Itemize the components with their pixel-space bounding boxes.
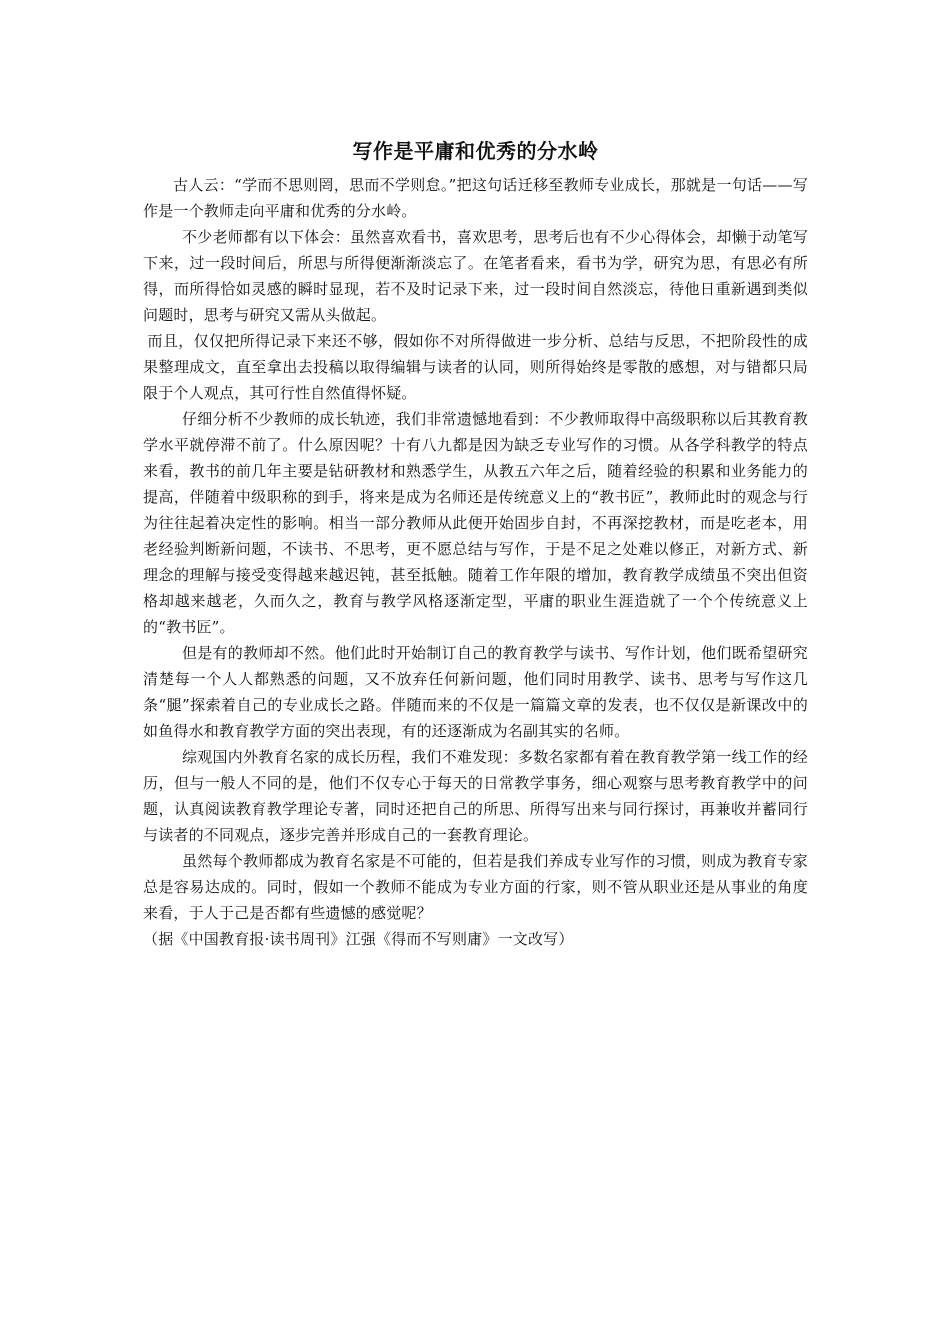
paragraph-contrast: 但是有的教师却不然。他们此时开始制订自己的教育教学与读书、写作计划，他们既希望研究清楚每一个人人都熟悉的问题，又不放弃任何新问题，他们同时用教学、读书、思考与写作这几条“腿”探索着自己的专业成长之路。伴随而来的不仅是一篇篇文章的发表，也不仅仅是新课改中的如鱼得水和教育教学方面的突出表现，有的还逐渐成为名副其实的名师。 <box>143 644 808 740</box>
paragraph-reflection: 而且，仅仅把所得记录下来还不够，假如你不对所得做进一步分析、总结与反思，不把阶段性的成果整理成文，直至拿出去投稿以取得编辑与读者的认同，则所得始终是零散的感想，对与错都只局限于个人观点，其可行性自然值得怀疑。 <box>143 332 808 402</box>
paragraph-experience: 不少老师都有以下体会：虽然喜欢看书，喜欢思考，思考后也有不少心得体会，却懒于动笔写下来，过一段时间后，所思与所得便渐渐淡忘了。在笔者看来，看书为学，研究为思，有思必有所得，而所得恰如灵感的瞬时显现，若不及时记录下来，过一段时间自然淡忘，待他日重新遇到类似问题时，思考与研究又需从头做起。 <box>143 228 808 324</box>
paragraph-masters: 综观国内外教育名家的成长历程，我们不难发现：多数名家都有着在教育教学第一线工作的经历，但与一般人不同的是，他们不仅专心于每天的日常教学事务，细心观察与思考教育教学中的问题，认真阅读教育教学理论专著，同时还把自己的所思、所得写出来与同行探讨，再兼收并蓄同行与读者的不同观点，逐步完善并形成自己的一套教育理论。 <box>143 748 808 844</box>
paragraph-analysis: 仔细分析不少教师的成长轨迹，我们非常遗憾地看到：不少教师取得中高级职称以后其教育教学水平就停滞不前了。什么原因呢？十有八九都是因为缺乏专业写作的习惯。从各学科教学的特点来看，教书的前几年主要是钻研教材和熟悉学生，从教五六年之后，随着经验的积累和业务能力的提高，伴随着中级职称的到手，将来是成为名师还是传统意义上的“教书匠”，教师此时的观念与行为往往起着决定性的影响。相当一部分教师从此便开始固步自封，不再深挖教材，而是吃老本，用老经验判断新问题，不读书、不思考，更不愿总结与写作，于是不足之处难以修正，对新方式、新理念的理解与接受变得越来越迟钝，甚至抵触。随着工作年限的增加，教育教学成绩虽不突出但资格却越来越老，久而久之，教育与教学风格逐渐定型，平庸的职业生涯造就了一个个传统意义上的“教书匠”。 <box>143 410 808 636</box>
paragraph-intro: 古人云：“学而不思则罔，思而不学则怠。”把这句话迁移至教师专业成长，那就是一句话——写作是一个教师走向平庸和优秀的分水岭。 <box>143 176 808 220</box>
source-note: （据《中国教育报·读书周刊》江强《得而不写则庸》一文改写） <box>143 930 574 948</box>
article-title: 写作是平庸和优秀的分水岭 <box>352 139 599 163</box>
article-body <box>143 136 808 952</box>
paragraph-conclusion: 虽然每个教师都成为教育名家是不可能的，但若是我们养成专业写作的习惯，则成为教育专家总是容易达成的。同时，假如一个教师不能成为专业方面的行家，则不管从职业还是从事业的角度来看，于人于己是否都有些遗憾的感觉呢？ <box>143 852 808 922</box>
